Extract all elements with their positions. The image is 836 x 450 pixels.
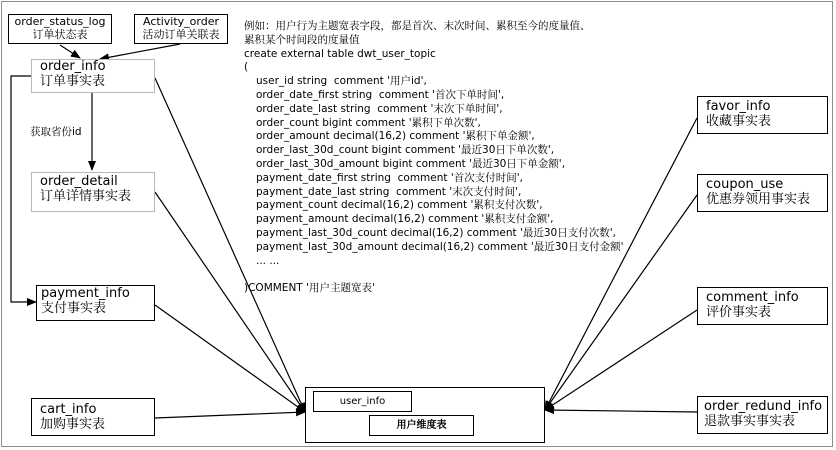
ddl-intro-line-2: 累积某个时间段的度量值 [244, 33, 360, 46]
ddl-field: order_date_last string comment '末次下单时间', [256, 102, 503, 115]
ddl-field: order_last_30d_amount bigint comment '最近30日下单金额', [256, 157, 566, 170]
arrow-activity-order-to-order-info [100, 44, 180, 59]
node-cart-info [31, 398, 155, 436]
node-comment-info [697, 287, 828, 325]
node-label-cn: 支付事实表 [41, 300, 107, 316]
arrow-order-redund-info-to-user-dim [545, 410, 697, 412]
ddl-text-block [244, 20, 644, 296]
node-order-detail [31, 172, 155, 212]
node-label-en: cart_info [40, 402, 97, 417]
ddl-create-line: create external table dwt_user_topic [244, 47, 436, 60]
arrow-order-status-log-to-order-info [60, 45, 80, 58]
edge-label-province-id: 获取省份id [30, 126, 82, 138]
ddl-field: payment_date_first string comment '首次支付时间', [256, 171, 523, 184]
node-label-cn: 订单详情事实表 [40, 188, 132, 204]
ddl-intro-line-1: 例如：用户行为主题宽表字段，都是首次、末次时间、累积至今的度量值、 [244, 20, 591, 32]
ddl-field: payment_last_30d_count decimal(16,2) comment '最近30日支付次数', [256, 226, 616, 239]
node-order-redund-info [697, 396, 828, 434]
arrow-cart-info-to-user-dim [155, 412, 305, 418]
node-label-en: order_status_log [14, 15, 106, 28]
node-label-cn: 活动订单关联表 [142, 27, 220, 41]
node-order-info [31, 59, 155, 93]
node-label-cn: 优惠券领用事实表 [706, 191, 811, 207]
node-label-en: payment_info [41, 286, 130, 301]
node-label-cn: 订单事实表 [40, 73, 106, 89]
user-topic-label: 用户维度表 [369, 415, 474, 436]
ddl-field: payment_last_30d_amount decimal(16,2) comment '最近30日支付金额' [256, 240, 624, 253]
ddl-spacer [244, 268, 644, 282]
node-user-dimension [305, 387, 545, 443]
ddl-open-paren: ( [244, 61, 249, 74]
node-label-en: order_redund_info [704, 399, 823, 414]
node-label-en: Activity_order [143, 15, 219, 28]
ddl-field: user_id string comment '用户id', [256, 75, 427, 88]
node-order-status-log [8, 14, 112, 44]
ddl-field: order_count bigint comment '累积下单次数', [256, 116, 481, 129]
node-label-cn: 收藏事实表 [706, 113, 772, 129]
node-activity-order [134, 14, 228, 44]
node-label-cn: 评价事实表 [706, 304, 772, 320]
node-coupon-use [697, 174, 828, 212]
node-label-cn: 加购事实表 [40, 416, 106, 432]
node-favor-info [697, 96, 828, 134]
ddl-field: payment_date_last string comment '末次支付时间', [256, 185, 522, 198]
arrow-payment-info-to-user-dim [155, 305, 305, 412]
node-label-en: coupon_use [706, 177, 784, 192]
ddl-field: order_last_30d_count bigint comment '最近30日下单次数', [256, 144, 555, 157]
arrow-comment-info-to-user-dim [545, 310, 697, 410]
node-label-en: order_info [40, 59, 106, 74]
node-label-cn: 订单状态表 [32, 27, 88, 41]
node-label-en: comment_info [706, 290, 799, 305]
node-label-en: favor_info [706, 99, 771, 114]
node-label-cn: 退款事实事实表 [704, 413, 796, 429]
node-label-en: order_detail [40, 174, 118, 189]
ddl-comment-line: )COMMENT '用户主题宽表' [244, 282, 375, 295]
ddl-field: payment_amount decimal(16,2) comment '累积支付金额', [256, 213, 554, 226]
ddl-field: order_date_first string comment '首次下单时间', [256, 88, 505, 101]
ddl-field: order_amount decimal(16,2) comment '累积下单金额', [256, 130, 535, 143]
node-payment-info [36, 285, 155, 321]
ddl-field: payment_count decimal(16,2) comment '累积支付次数', [256, 199, 543, 212]
ddl-ellipsis: ... ... [256, 254, 280, 267]
user-info-label: user_info [313, 391, 412, 412]
